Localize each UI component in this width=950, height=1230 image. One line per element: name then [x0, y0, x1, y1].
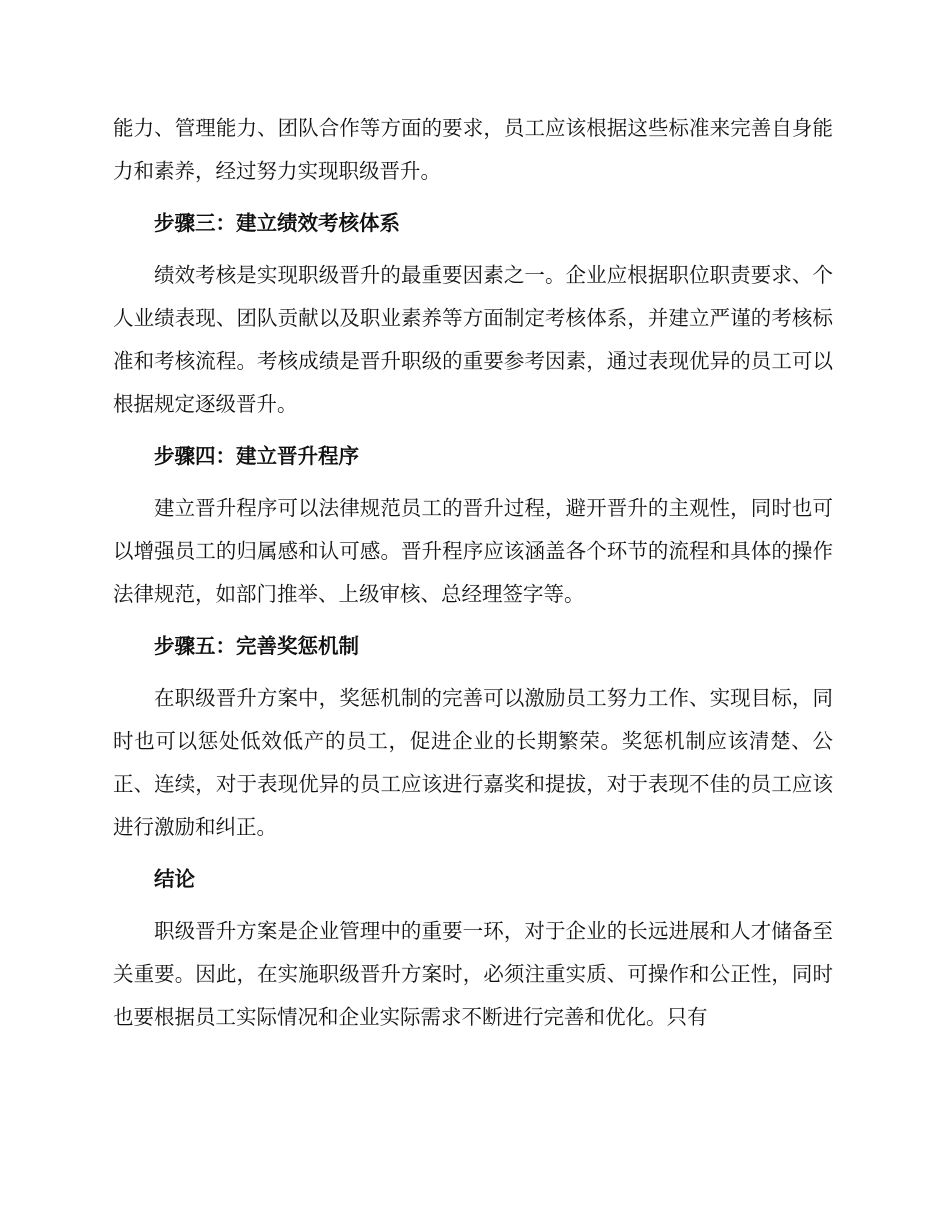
- heading-conclusion: 结论: [154, 867, 195, 891]
- heading-step-three: 步骤三：建立绩效考核体系: [154, 211, 400, 235]
- paragraph-intro-continuation: 能力、管理能力、团队合作等方面的要求，员工应该根据这些标准来完善自身能力和素养，经过努力实现职级晋升。: [113, 116, 833, 183]
- paragraph-step-three: 绩效考核是实现职级晋升的最重要因素之一。企业应根据职位职责要求、个人业绩表现、团队贡献以及职业素养等方面制定考核体系，并建立严谨的考核标准和考核流程。考核成绩是晋升职级的重要参考因素，通过表现优异的员工可以根据规定逐级晋升。: [113, 263, 833, 416]
- heading-step-five: 步骤五：完善奖惩机制: [154, 634, 359, 658]
- paragraph-step-five: 在职级晋升方案中，奖惩机制的完善可以激励员工努力工作、实现目标，同时也可以惩处低效低产的员工，促进企业的长期繁荣。奖惩机制应该清楚、公正、连续，对于表现优异的员工应该进行嘉奖和提拔，对于表现不佳的员工应该进行激励和纠正。: [113, 686, 833, 839]
- paragraph-step-four: 建立晋升程序可以法律规范员工的晋升过程，避开晋升的主观性，同时也可以增强员工的归属感和认可感。晋升程序应该涵盖各个环节的流程和具体的操作法律规范，如部门推举、上级审核、总经理签字等。: [113, 496, 833, 606]
- heading-step-four: 步骤四：建立晋升程序: [154, 444, 359, 468]
- paragraph-conclusion: 职级晋升方案是企业管理中的重要一环，对于企业的长远进展和人才储备至关重要。因此，在实施职级晋升方案时，必须注重实质、可操作和公正性，同时也要根据员工实际情况和企业实际需求不断进行完善和优化。只有: [113, 919, 833, 1029]
- document-page: [113, 107, 833, 1039]
